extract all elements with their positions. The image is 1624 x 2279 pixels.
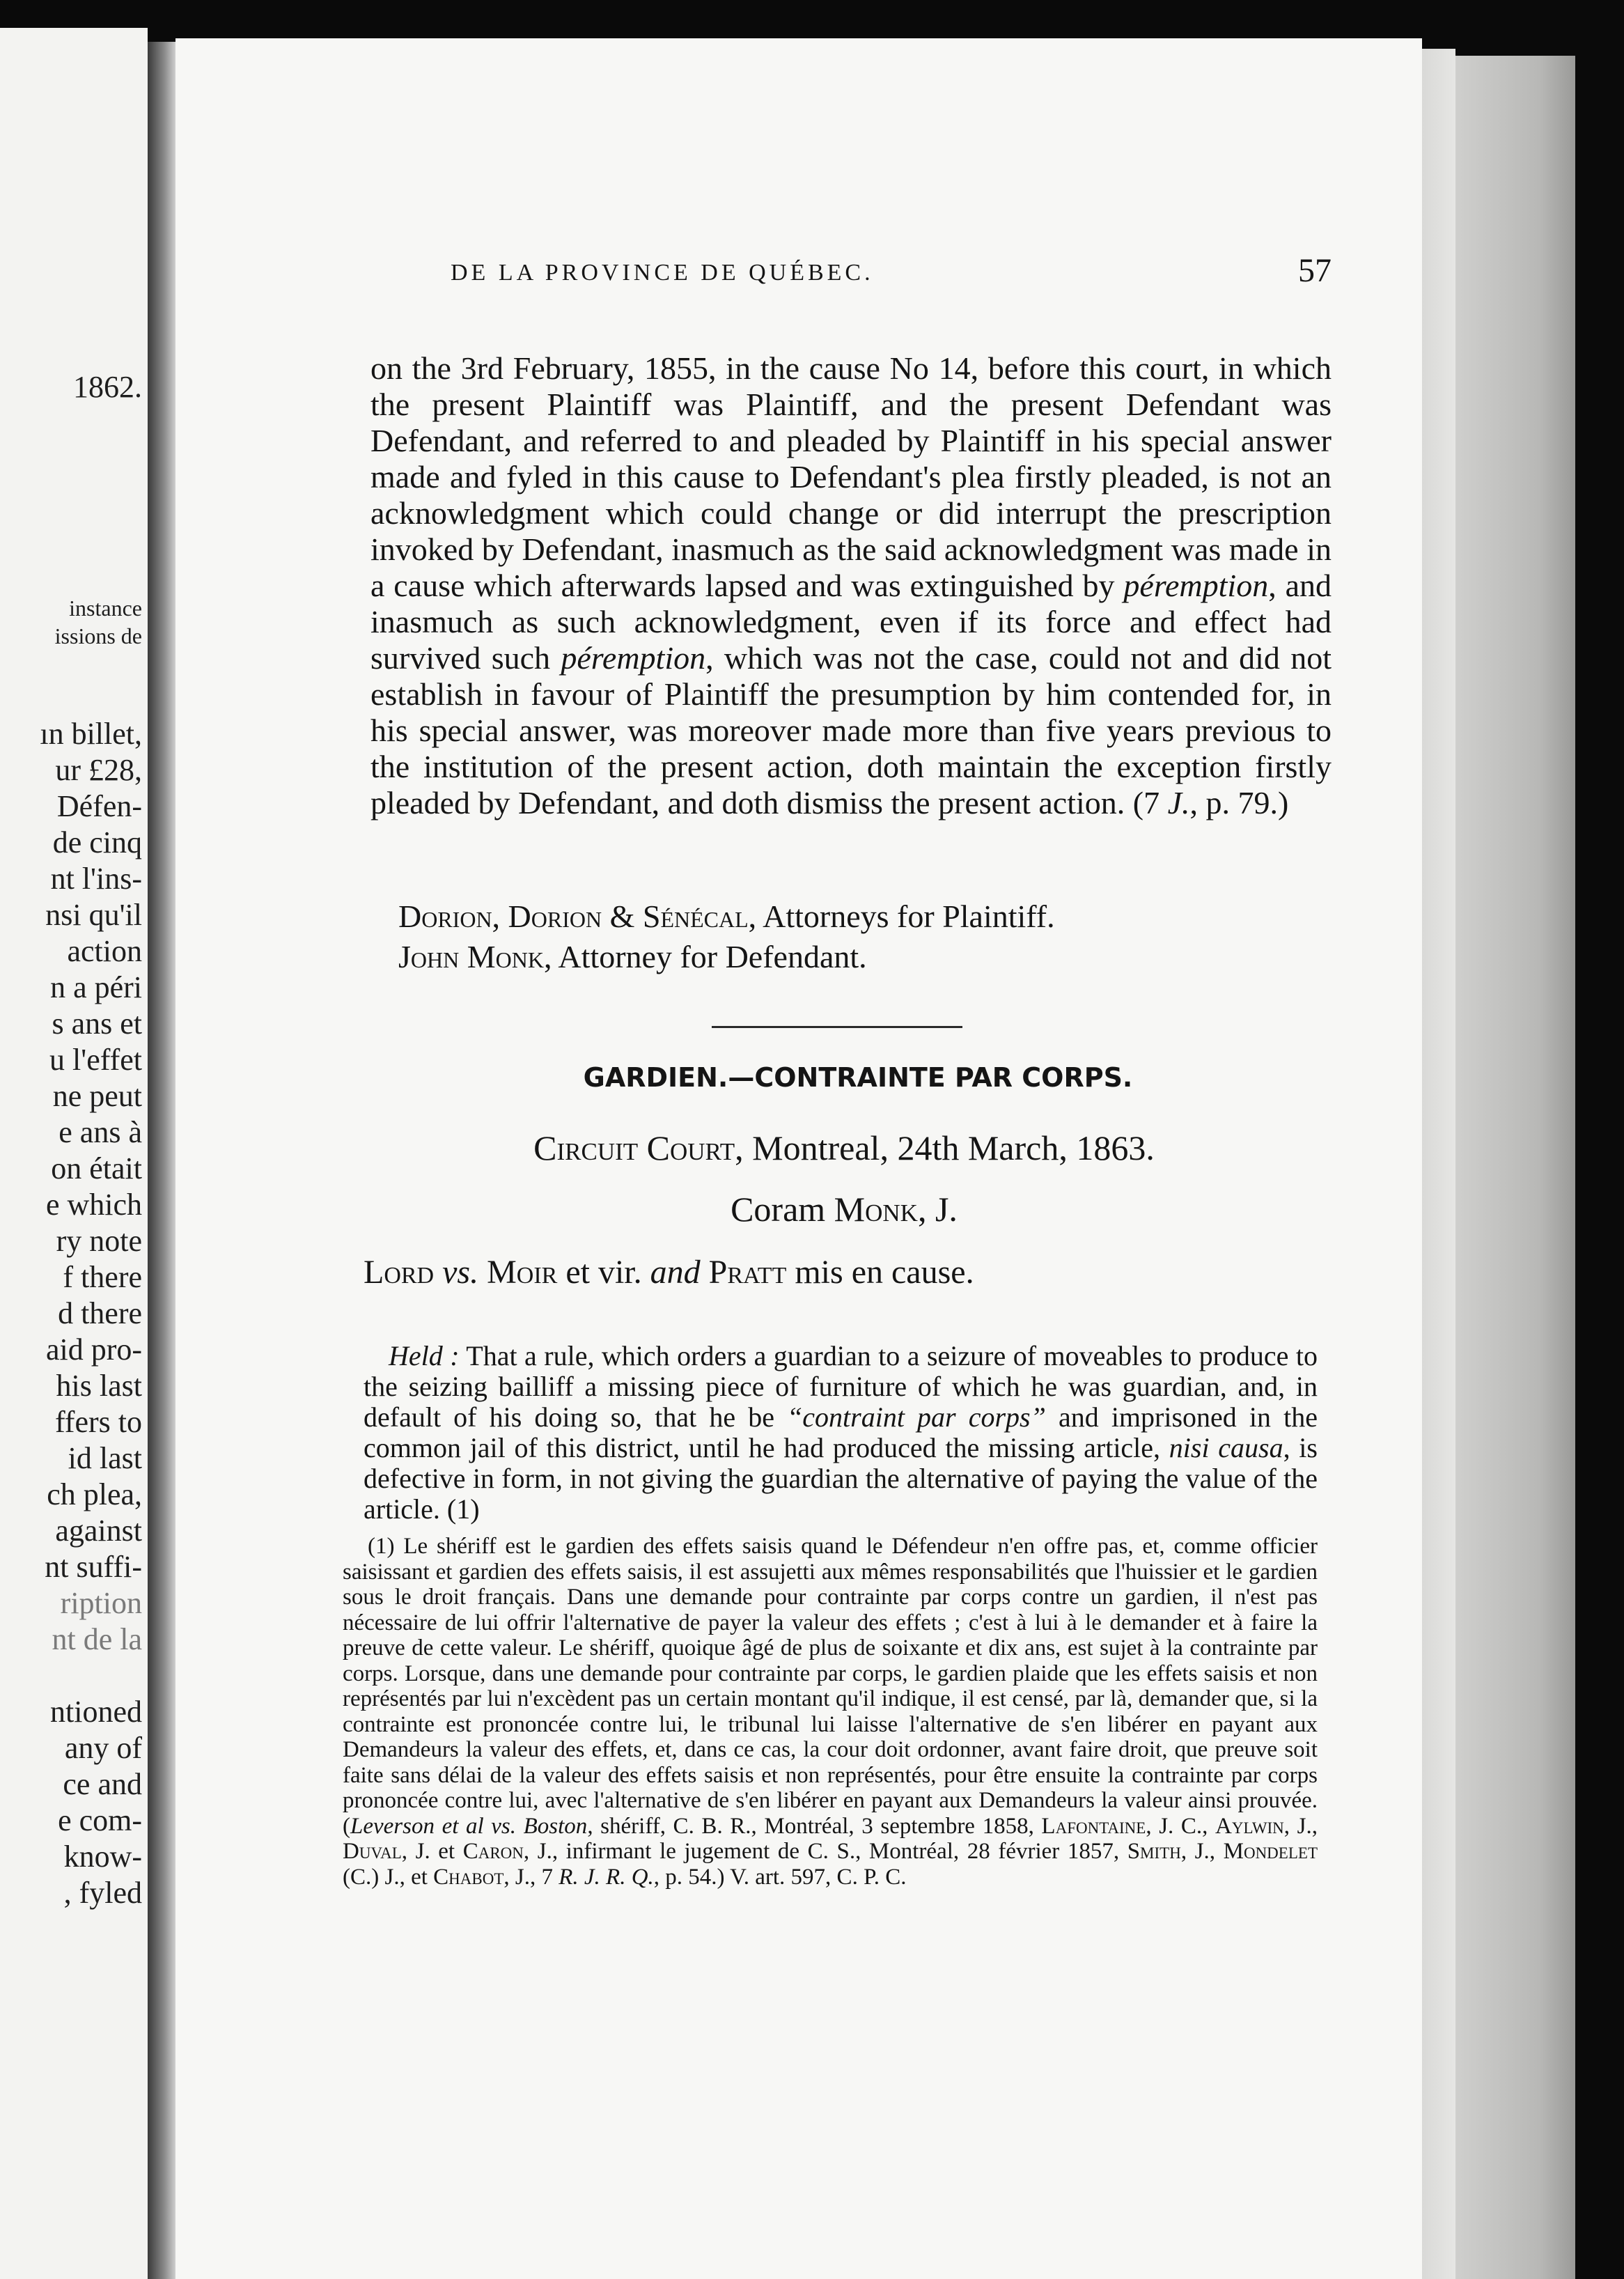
left-page-line: u l'effet [49, 1043, 142, 1077]
judge-name: Smith [1127, 1839, 1181, 1864]
attorneys-block [398, 896, 1332, 977]
attorney-role: , Attorney for Defendant. [543, 939, 867, 974]
running-head-title: DE LA PROVINCE DE QUÉBEC. [451, 260, 874, 286]
court-line [370, 1128, 1318, 1168]
left-page-line: d there [58, 1296, 142, 1330]
left-page-line: f there [63, 1260, 142, 1294]
left-page-line: nt suffi- [45, 1550, 142, 1584]
text-run: on the 3rd February, 1855, in the cause No 14, before this court, in which the present Plaintiff was Plaintiff, and the present Defendant was Defendant, and referred to and pleaded by Plaintiff in his special answer made and fyled in this cause to Defendant's plea firstly pleaded, is not an acknowledgment which could change or did interrupt the prescription invoked by Defendant, inasmuch as the said acknowledgment was made in a cause which afterwards lapsed and was extinguished by [370, 350, 1332, 603]
left-page-line: issions de [54, 623, 142, 648]
left-page-line: his last [56, 1369, 142, 1403]
coram-prefix: Coram [731, 1190, 834, 1229]
text-run: et vir. [557, 1254, 650, 1291]
text-run: (1) Le shériff est le gardien des effets saisis quand le Défendeur n'en offre pas, et, comme officier saisissant et gardien des effets saisis, il est assujetti aux mêmes responsabilités que l'huissier et le gardien sous le droit français. Dans une demande pour contrainte par corps contre un gardien, il n'est pas nécessaire de lui offrir l'alternative de payer la valeur des effets ; c'est à lui à le demander et à faire la preuve de cette valeur. Le shériff, quoique âgé de plus de soixante et dix ans, est sujet à la contrainte par corps. Lorsque, dans une demande pour contrainte par corps, le gardien plaide que les effets saisis et non représentés par lui n'excèdent pas un certain montant qu'il indique, il est censé, par là, demander que, si la contrainte est prononcée contre lui, le tribunal lui laisse l'alternative de s'en libérer en payant aux Demandeurs la valeur des effets, et, dans ce cas, la cour doit ordonner, avant faire droit, que preuve soit faite sans délai de la valeur des effets saisis et non représentés, pour être ensuite la contrainte par corps prononcée contre lui, avec l'alternative de s'en libérer en payant aux Demandeurs la valeur ainsi prouvée. ( [343, 1534, 1318, 1839]
text-run: and imprisoned in the common jail of this district, until he had produced the missing article, [364, 1401, 1318, 1463]
held-summary [364, 1341, 1318, 1525]
text-run: , is defective in form, in not giving the guardian the alternative of paying the value of the article. (1) [364, 1432, 1318, 1525]
defendant-attorney [398, 937, 1332, 977]
left-page-line: ce and [63, 1767, 142, 1801]
text-run: , p. 79.) [1189, 785, 1289, 820]
judge-name: Caron [462, 1839, 524, 1864]
attorney-names: Dorion, Dorion & Sénécal [398, 899, 749, 934]
left-page-line: any of [64, 1731, 142, 1765]
left-page-line: instance [69, 596, 142, 621]
page-number: 57 [1298, 252, 1332, 289]
text-run: , J., infirmant le jugement de C. S., Montréal, 28 février 1857, [523, 1839, 1127, 1864]
attorney-role: , Attorneys for Plaintiff. [748, 899, 1055, 934]
held-label: Held : [389, 1340, 460, 1371]
left-page-line: know- [63, 1839, 142, 1874]
left-page-line: ın billet, [40, 717, 142, 751]
left-page-line: e ans à [58, 1115, 142, 1149]
parties-line [364, 1253, 1338, 1291]
section-divider [712, 1026, 962, 1028]
text-run: , J., 7 [503, 1864, 559, 1890]
text-run: , and inasmuch as such acknowledgment, even if its force and effect had survived such [370, 568, 1332, 676]
text-run: , which was not the case, could not and did not establish in favour of Plaintiff the presumption by him contended for, in his special answer, was moreover made more than five years previous to the institution of the present action, doth maintain the exception firstly pleaded by Defendant, and doth dismiss the present action. (7 [370, 640, 1332, 820]
text-run: , J. C., [1146, 1813, 1216, 1839]
left-page-line: s ans et [52, 1006, 142, 1041]
left-page-line: de cinq [52, 825, 142, 860]
left-page-line: id last [68, 1441, 142, 1475]
left-page-line: Défen- [56, 789, 142, 823]
page [175, 38, 1422, 2279]
text-run: , J., [1180, 1839, 1224, 1864]
report-citation: R. J. R. Q. [559, 1864, 654, 1890]
italic-term: nisi causa [1169, 1432, 1283, 1463]
text-run: (C.) J., et [343, 1864, 434, 1890]
left-page-line: nt l'ins- [50, 862, 142, 896]
italic-term: péremption [1123, 568, 1269, 603]
italic-and: and [650, 1254, 701, 1291]
left-page-line: ription [60, 1586, 142, 1620]
previous-page-fragment [0, 28, 148, 2279]
left-page-line: ry note [56, 1224, 142, 1258]
judge-name: Aylwin [1215, 1813, 1284, 1839]
left-page-line: against [55, 1514, 142, 1548]
judge-name: Duval [343, 1839, 402, 1864]
page-edge [1422, 49, 1455, 2279]
left-page-line: aid pro- [45, 1332, 142, 1367]
left-page-line: , fyled [63, 1876, 142, 1910]
page-stack-edge [1455, 56, 1575, 2279]
left-page-line: ffers to [54, 1405, 142, 1439]
left-page-line: ntioned [50, 1695, 142, 1729]
party-name: Lord [364, 1254, 435, 1291]
judge-name: Lafontaine [1041, 1813, 1146, 1839]
left-page-line: action [67, 934, 142, 968]
judge-name: Mondelet [1223, 1839, 1318, 1864]
text-run: , p. 54.) V. art. 597, C. P. C. [653, 1864, 907, 1890]
left-page-line: ur £28, [55, 753, 142, 787]
footnote [343, 1534, 1318, 1890]
left-page-line: n a péri [50, 970, 142, 1004]
left-page-line: on était [51, 1151, 142, 1185]
judge-name: Chabot [433, 1864, 504, 1890]
versus: vs. [442, 1254, 479, 1291]
text-run: That a rule, which orders a guardian to a seizure of moveables to produce to the seizing bailliff a missing piece of furniture of which he was guardian, and, in default of his doing so, that he be [364, 1340, 1318, 1433]
text-run: , J., [1283, 1813, 1318, 1839]
left-page-line: nsi qu'il [45, 898, 142, 932]
party-name: Moir [487, 1254, 558, 1291]
text-run: , J. et [401, 1839, 463, 1864]
left-page-line: nt de la [52, 1622, 142, 1656]
left-page-line: ne peut [52, 1079, 142, 1113]
coram-line [370, 1189, 1318, 1229]
book-gutter [148, 42, 175, 2279]
party-name: Pratt [708, 1254, 787, 1291]
text-run: mis en cause. [786, 1254, 974, 1291]
italic-term: “contraint par corps” [787, 1401, 1046, 1433]
judgment-paragraph [370, 350, 1332, 821]
left-page-line: e com- [58, 1803, 142, 1837]
plaintiff-attorneys [398, 896, 1332, 937]
left-page-line: e which [45, 1188, 142, 1222]
case-citation: Leverson et al vs. Boston [350, 1813, 588, 1839]
coram-suffix: , J. [917, 1190, 958, 1229]
judge-name: Monk [834, 1190, 918, 1229]
italic-citation: J. [1167, 785, 1190, 820]
left-page-line: ch plea, [47, 1477, 142, 1511]
court-date: , Montreal, 24th March, 1863. [735, 1128, 1155, 1167]
case-heading: GARDIEN.—CONTRAINTE PAR CORPS. [583, 1062, 1133, 1093]
italic-term: péremption [561, 640, 706, 676]
attorney-names: John Monk [398, 939, 544, 974]
court-name: Circuit Court [533, 1128, 735, 1167]
text-run: , shériff, C. B. R., Montréal, 3 septembre 1858, [587, 1813, 1042, 1839]
left-page-line: 1862. [73, 370, 142, 404]
